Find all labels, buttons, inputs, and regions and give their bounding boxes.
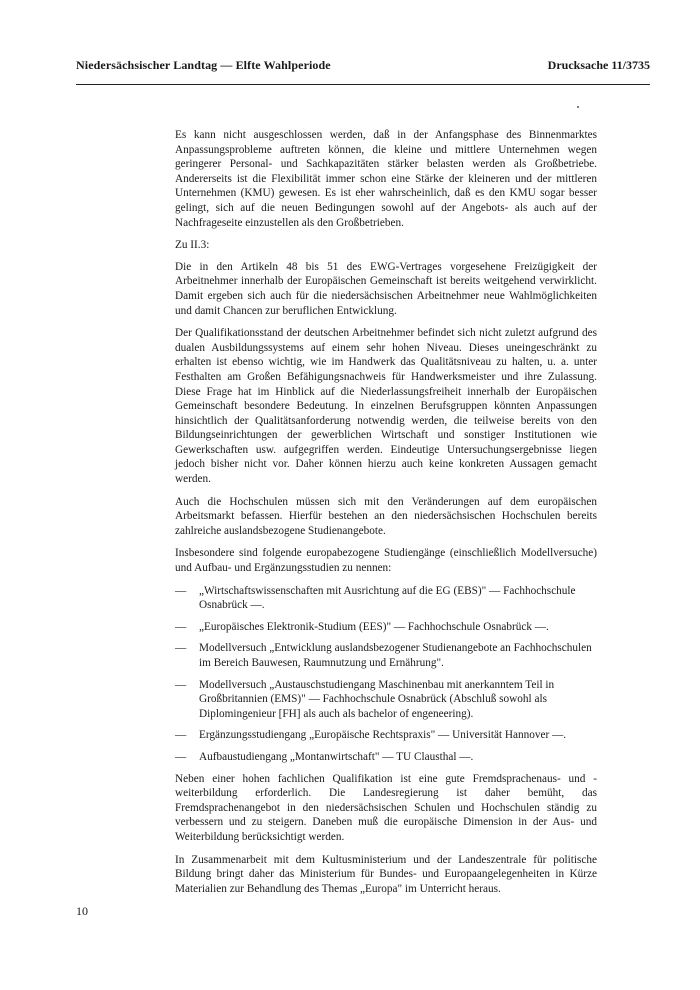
- list-dash: —: [175, 642, 187, 655]
- list-dash: —: [175, 729, 187, 742]
- paragraph-smes: Es kann nicht ausgeschlossen werden, daß in der Anfangsphase des Binnenmarktes Anpassungsprobleme auftreten können, die kleine und mittlere Unternehmen wegen geringerer Personal- und Sachkapazitäten stärker belasten werden als Großbetriebe. Andererseits ist die Flexibilität immer schon eine Stärke der kleineren und der mittleren Unternehmen (KMU) gewesen. Es ist eher wahrscheinlich, daß es den KMU sogar besser gelingt, sich auf die neuen Bedingungen sowohl auf der Angebots- als auch auf der Nachfrageseite einzustellen als den Großbetrieben.: [175, 129, 597, 229]
- page-header: [76, 58, 650, 78]
- list-item-text: „Wirtschaftswissenschaften mit Ausrichtung auf die EG (EBS)" — Fachhochschule Osnabrück —.: [199, 584, 576, 612]
- list-item: [175, 678, 597, 722]
- paragraph-study-programs-intro: Insbesondere sind folgende europabezogene Studiengänge (einschließlich Modellversuche) und Aufbau- und Ergänzungsstudien zu nennen:: [175, 547, 597, 575]
- list-dash: —: [175, 678, 187, 691]
- paragraph-universities: Auch die Hochschulen müssen sich mit den Veränderungen auf dem europäischen Arbeitsmarkt befassen. Hierfür bestehen an den niedersächsischen Hochschulen bereits zahlreiche auslandsbezogene Studienangebote.: [175, 495, 597, 537]
- header-rule: [76, 84, 650, 85]
- list-dash: —: [175, 584, 187, 597]
- list-dash: —: [175, 620, 187, 633]
- list-item: [175, 584, 597, 613]
- document-number: Drucksache 11/3735: [547, 58, 650, 72]
- list-item-text: „Europäisches Elektronik-Studium (EES)" — Fachhochschule Osnabrück —.: [199, 620, 549, 633]
- scan-speck: [577, 106, 579, 108]
- list-item: [175, 728, 597, 743]
- paragraph-freedom-of-movement: Die in den Artikeln 48 bis 51 des EWG-Vertrages vorgesehene Freizügigkeit der Arbeitnehmer innerhalb der Europäischen Gemeinschaft ist bereits weitgehend verwirklicht. Damit ergeben sich auch für die niedersächsischen Arbeitnehmer neue Wahlmöglichkeiten und damit Chancen zur beruflichen Entwicklung.: [175, 260, 597, 317]
- list-item-text: Modellversuch „Austauschstudiengang Maschinenbau mit anerkanntem Teil in Großbritannien (EMS)" — Fachhochschule Osnabrück (Abschluß sowohl als Diplomingenieur [FH] als auch als bachelor of engeneering).: [199, 678, 555, 720]
- list-item: [175, 750, 597, 765]
- paragraph-qualification: Der Qualifikationsstand der deutschen Arbeitnehmer befindet sich nicht zuletzt aufgrund des dualen Ausbildungssystems auf einem sehr hohen Niveau. Dieses uneingeschränkt zu erhalten ist ebenso wichtig, wie im Handwerk das Qualitätsniveau zu halten, u. a. unter Festhalten am Großen Befähigungsnachweis für Handwerksmeister und ihre Zulassung. Diese Frage hat im Hinblick auf die Niederlassungsfreiheit innerhalb der Europäischen Gemeinschaft besondere Bedeutung. In einzelnen Berufsgruppen könnten Anpassungen hinsichtlich der Qualitätsanforderung notwendig werden, die teilweise bereits von den Bildungseinrichtungen der gewerblichen Wirtschaft und sonstiger Institutionen wie Gewerkschaften usw. aufgegriffen werden. Eindeutige Untersuchungsergebnisse liegen jedoch bisher nicht vor. Daher können hierzu auch keine konkreten Aussagen gemacht werden.: [175, 327, 597, 486]
- header-title: Niedersächsischer Landtag — Elfte Wahlperiode: [76, 58, 331, 72]
- list-dash: —: [175, 750, 187, 763]
- list-item-text: Modellversuch „Entwicklung auslandsbezogener Studienangebote an Fachhochschulen im Bereich Bauwesen, Raumnutzung und Ernährung".: [199, 642, 592, 669]
- section-heading: Zu II.3:: [175, 239, 210, 252]
- paragraph-foreign-languages: Neben einer hohen fachlichen Qualifikation ist eine gute Fremdsprachenaus- und -weiterbildung erforderlich. Die Landesregierung ist daher bemüht, das Fremdsprachenangebot in den niedersächsischen Schulen und Hochschulen ständig zu verbessern und zu steigern. Daneben muß die europäische Dimension in der Aus- und Weiterbildung berücksichtigt werden.: [175, 772, 597, 843]
- list-item-text: Ergänzungsstudiengang „Europäische Rechtspraxis" — Universität Hannover —.: [199, 729, 567, 742]
- body-text: [175, 128, 597, 904]
- page-number: 10: [76, 904, 88, 918]
- list-item: [175, 620, 597, 635]
- paragraph-teaching-materials: In Zusammenarbeit mit dem Kultusministerium und der Landeszentrale für politische Bildung bringt daher das Ministerium für Bundes- und Europaangelegenheiten in Kürze Materialien zur Behandlung des Themas „Europa" im Unterricht heraus.: [175, 853, 597, 895]
- list-item-text: Aufbaustudiengang „Montanwirtschaft" — TU Clausthal —.: [199, 750, 474, 763]
- list-item: [175, 641, 597, 670]
